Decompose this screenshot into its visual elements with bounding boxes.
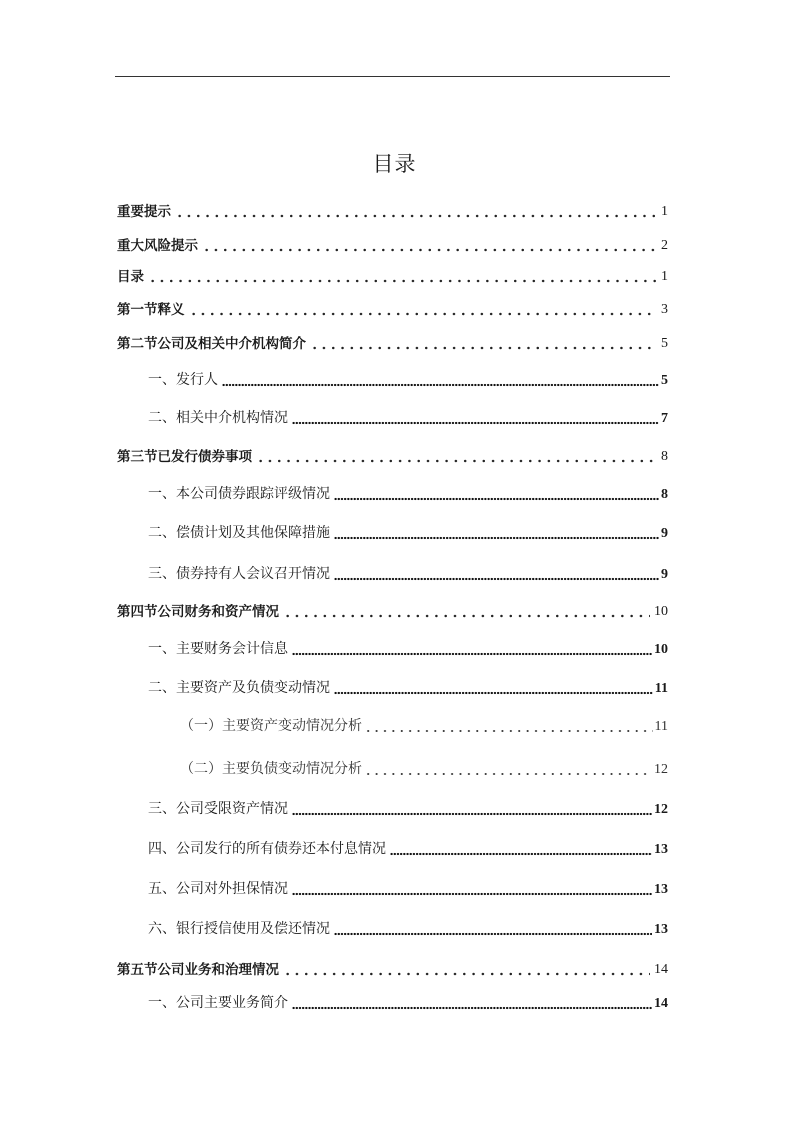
- dot-leader: [292, 802, 652, 816]
- toc-entry-page: 3: [661, 302, 668, 317]
- toc-entry-label: 三、债券持有人会议召开情况: [148, 567, 330, 582]
- toc-entry-page: 13: [654, 922, 668, 937]
- toc-entry-label: 四、公司发行的所有债券还本付息情况: [148, 842, 386, 857]
- dot-leader: [334, 922, 652, 936]
- toc-entry[interactable]: [180, 757, 668, 779]
- dot-leader: [334, 567, 659, 581]
- dot-leader: [283, 604, 650, 618]
- toc-entry-label: 二、相关中介机构情况: [148, 411, 288, 426]
- toc-entry[interactable]: [180, 714, 668, 736]
- toc-entry[interactable]: [148, 837, 668, 859]
- toc-entry-page: 10: [654, 604, 668, 619]
- toc-entry[interactable]: [148, 676, 668, 698]
- toc-entry-label: 三、公司受限资产情况: [148, 802, 288, 817]
- toc-entry[interactable]: [148, 991, 668, 1013]
- toc-entry-label: 第三节已发行债券事项: [117, 449, 252, 465]
- toc-entry-label: 重大风险提示: [117, 238, 198, 254]
- toc-entry-label: 重要提示: [117, 204, 171, 220]
- dot-leader: [292, 642, 652, 656]
- toc-entry-label: （一）主要资产变动情况分析: [180, 719, 362, 734]
- dot-leader: [364, 762, 652, 776]
- toc-entry-page: 5: [661, 336, 668, 351]
- toc-entry-page: 14: [654, 962, 668, 977]
- toc-entry-page: 13: [654, 842, 668, 857]
- toc-entry-page: 12: [654, 762, 668, 777]
- toc-entry-label: 一、主要财务会计信息: [148, 642, 288, 657]
- toc-entry-page: 13: [654, 882, 668, 897]
- dot-leader: [222, 373, 659, 387]
- toc-entry[interactable]: [117, 199, 668, 221]
- dot-leader: [310, 336, 657, 350]
- toc-entry-label: 目录: [117, 269, 144, 285]
- dot-leader: [292, 882, 652, 896]
- toc-entry[interactable]: [148, 797, 668, 819]
- toc-entry-label: 第五节公司业务和治理情况: [117, 962, 279, 978]
- toc-entry-page: 9: [661, 526, 668, 541]
- toc-entry[interactable]: [117, 264, 668, 286]
- dot-leader: [292, 411, 659, 425]
- toc-entry[interactable]: [117, 331, 668, 353]
- toc-entry-label: 第一节释义: [117, 302, 185, 318]
- toc-entry[interactable]: [148, 406, 668, 428]
- toc-entry-page: 11: [654, 719, 668, 734]
- toc-entry[interactable]: [148, 562, 668, 584]
- toc-entry-page: 8: [661, 449, 668, 464]
- toc-entry[interactable]: [117, 957, 668, 979]
- dot-leader: [364, 719, 653, 733]
- toc-entry[interactable]: [148, 482, 668, 504]
- toc-entry-label: 六、银行授信使用及偿还情况: [148, 922, 330, 937]
- toc-entry-page: 10: [654, 642, 668, 657]
- toc-entry[interactable]: [117, 599, 668, 621]
- toc-entry-label: （二）主要负债变动情况分析: [180, 762, 362, 777]
- toc-entry[interactable]: [148, 521, 668, 543]
- toc-entry-page: 9: [661, 567, 668, 582]
- toc-entry-label: 一、发行人: [148, 373, 218, 388]
- dot-leader: [334, 526, 659, 540]
- header-rule: [115, 76, 670, 77]
- toc-entry-label: 一、公司主要业务简介: [148, 996, 288, 1011]
- toc-entry-page: 12: [654, 802, 668, 817]
- toc-entry-page: 8: [661, 487, 668, 502]
- dot-leader: [175, 204, 657, 218]
- dot-leader: [189, 302, 658, 316]
- toc-entry-page: 5: [661, 373, 668, 388]
- dot-leader: [390, 842, 652, 856]
- toc-entry[interactable]: [117, 233, 668, 255]
- toc-entry-label: 五、公司对外担保情况: [148, 882, 288, 897]
- toc-entry[interactable]: [117, 297, 668, 319]
- toc-title: 目录: [372, 152, 417, 176]
- toc-entry-page: 7: [661, 411, 668, 426]
- toc-entry[interactable]: [148, 637, 668, 659]
- toc-entry[interactable]: [148, 368, 668, 390]
- dot-leader: [292, 996, 652, 1010]
- toc-entry-page: 1: [661, 204, 668, 219]
- toc-entry-label: 二、偿债计划及其他保障措施: [148, 526, 330, 541]
- dot-leader: [148, 269, 657, 283]
- toc-entry-page: 14: [654, 996, 668, 1011]
- dot-leader: [202, 238, 657, 252]
- toc-entry-label: 第二节公司及相关中介机构简介: [117, 336, 306, 352]
- toc-entry-label: 二、主要资产及负债变动情况: [148, 681, 330, 696]
- toc-entry-page: 1: [661, 269, 668, 284]
- dot-leader: [334, 681, 653, 695]
- toc-entry-label: 第四节公司财务和资产情况: [117, 604, 279, 620]
- dot-leader: [256, 449, 657, 463]
- dot-leader: [283, 962, 650, 976]
- toc-entry-label: 一、本公司债券跟踪评级情况: [148, 487, 330, 502]
- dot-leader: [334, 487, 659, 501]
- toc-entry-page: 11: [654, 681, 668, 696]
- toc-entry[interactable]: [148, 877, 668, 899]
- toc-entry[interactable]: [148, 917, 668, 939]
- toc-entry[interactable]: [117, 444, 668, 466]
- toc-entry-page: 2: [661, 238, 668, 253]
